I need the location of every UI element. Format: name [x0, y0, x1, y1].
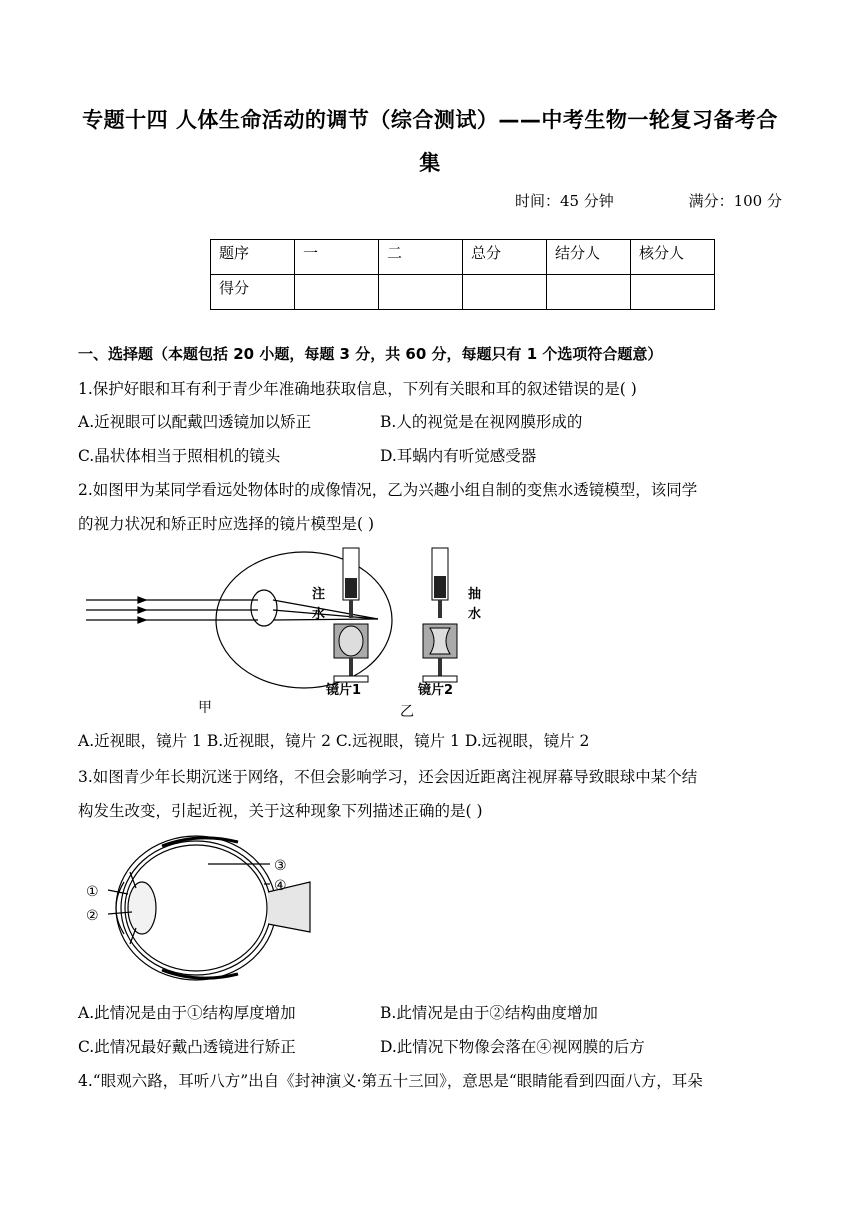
eye-label-4: ④: [274, 878, 287, 894]
question-3-option-a: A.此情况是由于①结构厚度增加: [78, 1004, 296, 1022]
exam-time: 时间：45 分钟: [514, 192, 614, 210]
eye-label-2: ②: [86, 908, 99, 924]
question-3-option-d: D.此情况下物像会落在④视网膜的后方: [380, 1038, 645, 1056]
exam-full-score: 满分：100 分: [688, 192, 782, 210]
question-1-option-c: C.晶状体相当于照相机的镜头: [78, 447, 281, 465]
score-cell[interactable]: [547, 275, 631, 310]
question-2-stem-line1: 2.如图甲为某同学看远处物体时的成像情况，乙为兴趣小组自制的变焦水透镜模型，该同学: [78, 481, 698, 499]
score-table-header-cell: 二: [379, 240, 463, 275]
score-table-score-row: [211, 275, 715, 310]
score-table: [210, 239, 715, 310]
draw-label-bottom: 水: [468, 607, 482, 622]
score-table-row-label: 得分: [211, 275, 295, 310]
question-3-stem-line2: 构发生改变，引起近视，关于这种现象下列描述正确的是( ): [78, 802, 483, 820]
lens-2-label: 镜片2: [418, 683, 454, 698]
score-cell[interactable]: [463, 275, 547, 310]
lens-1-label: 镜片1: [326, 683, 362, 698]
eye-label-1: ①: [86, 884, 99, 900]
inject-label-top: 注: [312, 587, 326, 602]
question-3-option-c: C.此情况最好戴凸透镜进行矫正: [78, 1038, 296, 1056]
question-1-option-b: B.人的视觉是在视网膜形成的: [380, 413, 583, 431]
score-table-header-cell: 题序: [211, 240, 295, 275]
lens-model-2: [423, 548, 457, 682]
score-table-header-row: [211, 240, 715, 275]
page-title-line2: 集: [419, 151, 441, 175]
inject-label-bottom: 水: [312, 607, 326, 622]
question-4-stem-line1: 4.“眼观六路，耳听八方”出自《封神演义·第五十三回》，意思是“眼睛能看到四面八方，耳朵: [78, 1072, 703, 1090]
question-3-option-b: B.此情况是由于②结构曲度增加: [380, 1004, 598, 1022]
score-table-header-cell: 核分人: [631, 240, 715, 275]
question-3-eye-figure: [78, 832, 318, 992]
exam-meta: [515, 190, 782, 211]
page-title-line1: 专题十四 人体生命活动的调节（综合测试）——中考生物一轮复习备考合: [82, 108, 778, 132]
question-2-stem-line2: 的视力状况和矫正时应选择的镜片模型是( ): [78, 515, 375, 533]
score-table-header-cell: 结分人: [547, 240, 631, 275]
score-table-header-cell: 总分: [463, 240, 547, 275]
question-1-option-a: A.近视眼可以配戴凹透镜加以矫正: [78, 413, 312, 431]
score-cell[interactable]: [295, 275, 379, 310]
draw-label-top: 抽: [468, 587, 482, 602]
score-table-header-cell: 一: [295, 240, 379, 275]
lens-model-1: [334, 548, 368, 682]
question-2-figure: [78, 540, 498, 720]
score-cell[interactable]: [631, 275, 715, 310]
question-3-stem-line1: 3.如图青少年长期沉迷于网络，不但会影响学习，还会因近距离注视屏幕导致眼球中某个结: [78, 768, 698, 786]
score-cell[interactable]: [379, 275, 463, 310]
figure-label-yi: 乙: [400, 704, 414, 720]
section-heading: 一、选择题（本题包括 20 小题，每题 3 分，共 60 分，每题只有 1 个选项符合题意）: [78, 345, 663, 363]
question-2-options: A.近视眼，镜片 1 B.近视眼，镜片 2 C.远视眼，镜片 1 D.远视眼，镜片 2: [78, 732, 590, 750]
question-1-stem: 1.保护好眼和耳有利于青少年准确地获取信息，下列有关眼和耳的叙述错误的是( ): [78, 380, 637, 398]
figure-label-jia: 甲: [198, 700, 212, 716]
question-1-option-d: D.耳蜗内有听觉感受器: [380, 447, 537, 465]
eye-label-3: ③: [274, 858, 287, 874]
